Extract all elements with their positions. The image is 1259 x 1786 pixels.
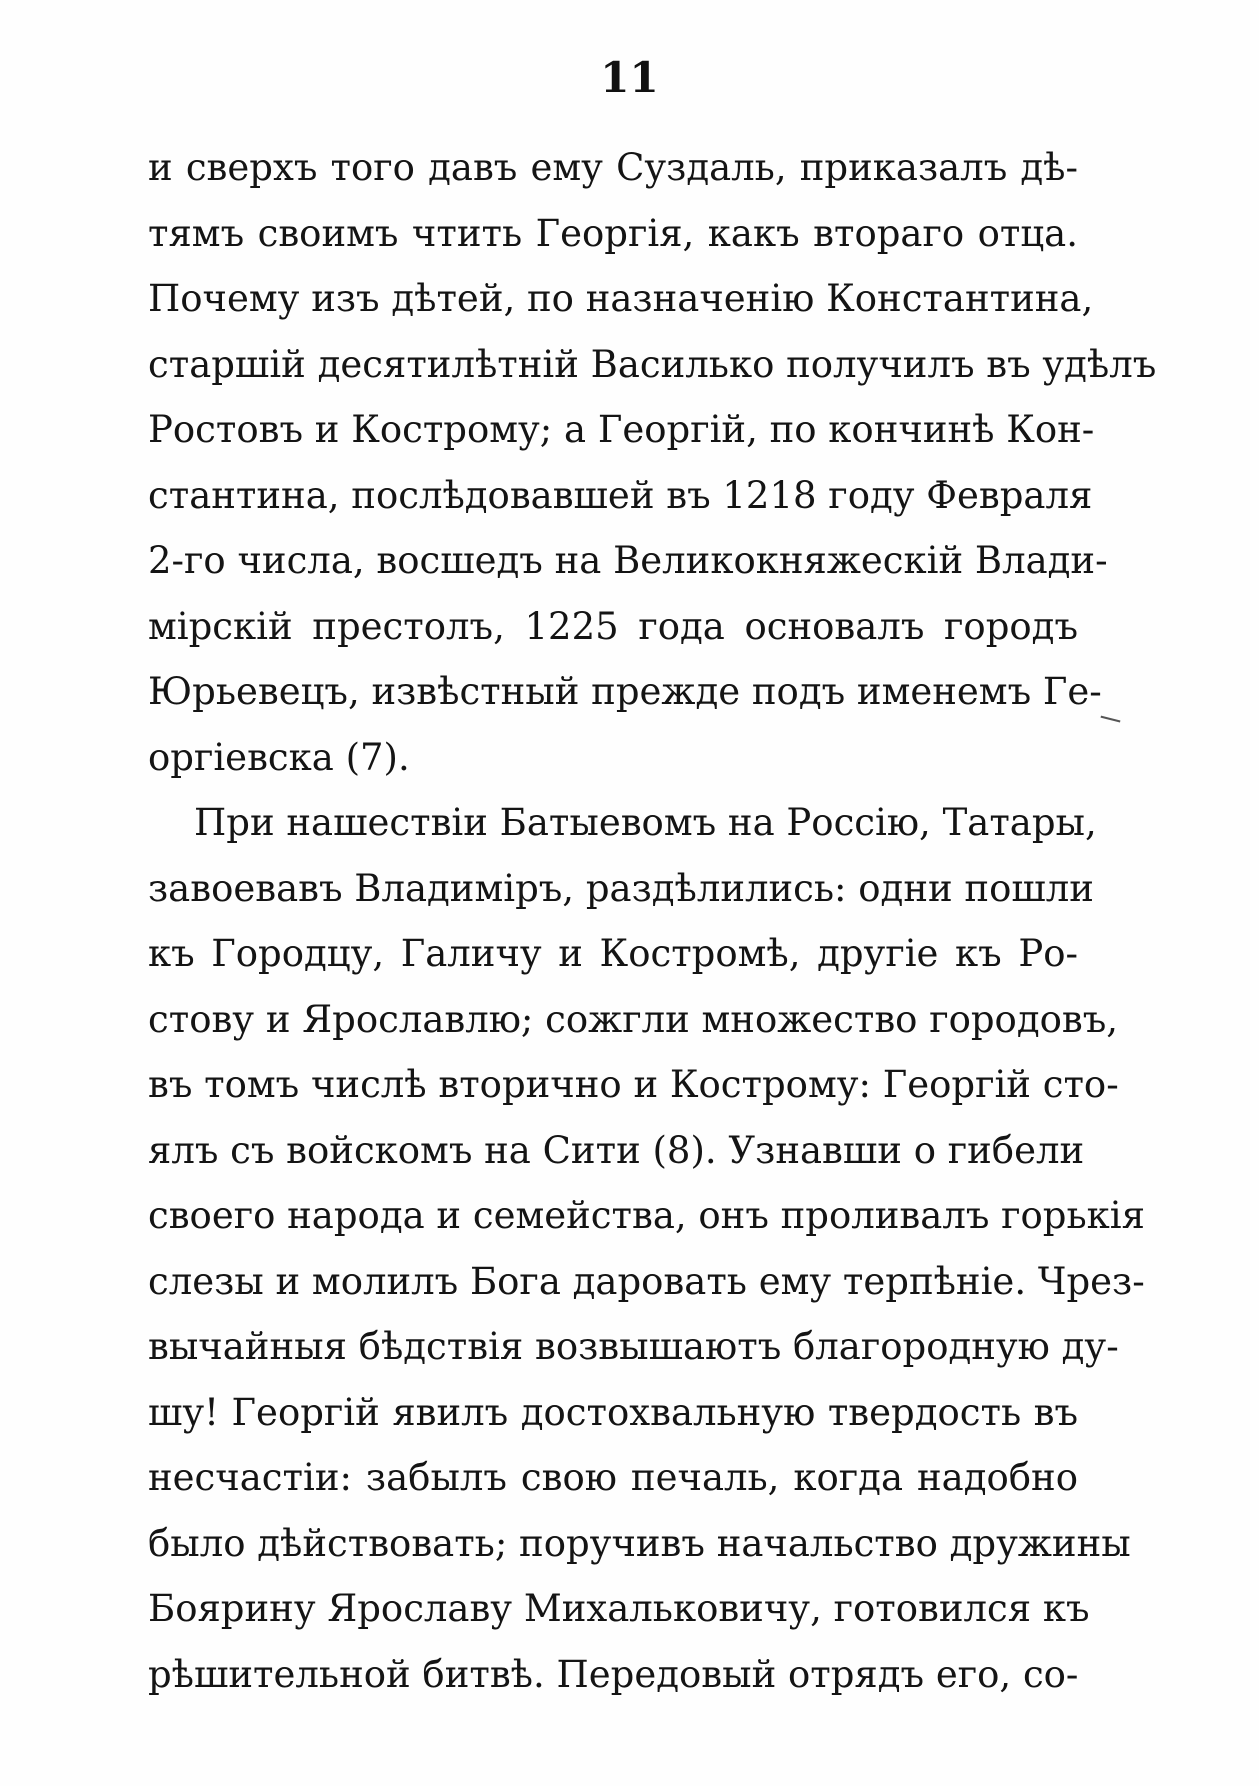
text-line: ялъ съ войскомъ на Сити (8). Узнавши о гибели [148,1128,1085,1172]
text-line: стову и Ярославлю; сожгли множество городовъ, [148,997,1119,1041]
paragraph-first-line: При нашествіи Батыевомъ на Россію, Татары, [194,801,1097,844]
text-line: и сверхъ того давъ ему Суздаль, приказалъ дѣ- [148,146,1078,189]
text-line: слезы и молилъ Бога даровать ему терпѣніе. Чрез- [148,1259,1145,1303]
text-line: вычайныя бѣдствія возвышаютъ благородную ду- [148,1325,1119,1368]
text-line: шу! Георгій явилъ достохвальную твердость въ [148,1390,1078,1434]
text-line: было дѣйствовать; поручивъ начальство дружины [148,1521,1131,1565]
page-number: 11 [600,53,659,102]
text-line: старшій десятилѣтній Василько получилъ въ удѣлъ [148,342,1157,386]
text-line: Юрьевецъ, извѣстный прежде подъ именемъ Ге- [148,670,1102,713]
text-line: стантина, послѣдовавшей въ 1218 году Февраля [148,473,1093,517]
text-line: Почему изъ дѣтей, по назначенію Константина, [148,277,1094,320]
text-line: Боярину Ярославу Михальковичу, готовился къ [148,1587,1090,1630]
body-text [148,135,1157,1707]
text-line: въ томъ числѣ вторично и Кострому: Георгій сто- [148,1063,1119,1106]
text-line: Ростовъ и Кострому; а Георгій, по кончинѣ Кон- [148,408,1095,451]
text-line: тямъ своимъ чтить Георгія, какъ втораго отца. [148,211,1078,255]
text-line: къ Городцу, Галичу и Костромѣ, другіе къ Ро- [148,932,1078,975]
text-line: несчастіи: забылъ свою печаль, когда надобно [148,1456,1078,1499]
text-line: завоевавъ Владиміръ, раздѣлились: одни пошли [148,866,1094,910]
text-line: рѣшительной битвѣ. Передовый отрядъ его, со- [148,1652,1079,1696]
text-line: 2-го числа, восшедъ на Великокняжескій Влади- [148,539,1108,582]
margin-mark [1100,716,1121,727]
text-line: мірскій престолъ, 1225 года основалъ городъ [148,604,1078,648]
text-line: своего народа и семейства, онъ проливалъ горькія [148,1194,1145,1237]
text-line: оргіевска (7). [148,735,410,779]
